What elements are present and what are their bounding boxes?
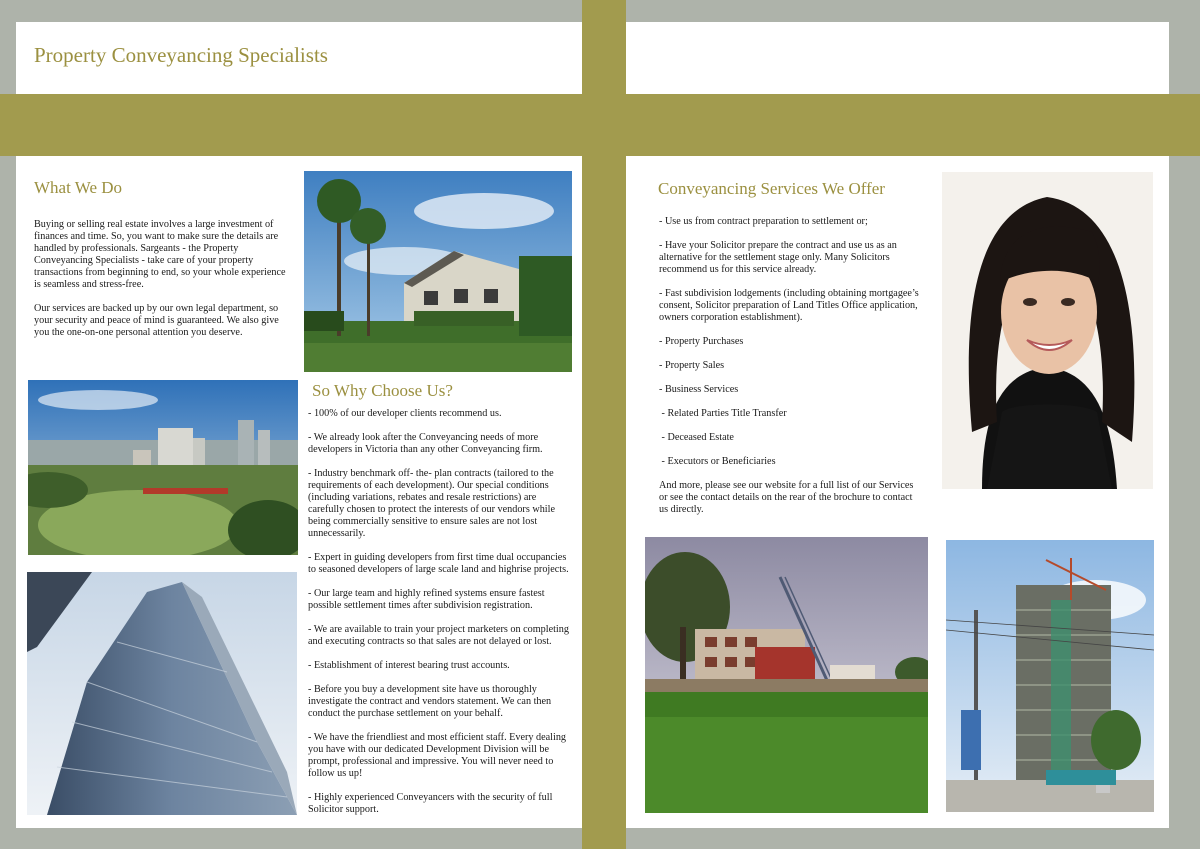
construction-site-photo	[645, 537, 928, 813]
services-heading: Conveyancing Services We Offer	[658, 179, 885, 198]
list-item: - Before you buy a development site have us thoroughly investigate the contract and vendors statement. We can then conduct the purchase settlement on your behalf.	[308, 684, 552, 719]
services-list	[659, 216, 923, 528]
list-item: - Expert in guiding developers from first time dual occupancies to seasoned developers of large scale land and highrise projects.	[308, 552, 569, 575]
list-item: - Industry benchmark off- the- plan contracts (tailored to the requirements of each development). Our special conditions (including variations, rebates and resale restrictions) are carefully chosen to protect the interests of our vendors while being commercially sensitive to ensure sales are not lost unnecessarily.	[308, 468, 555, 539]
list-item: - Use us from contract preparation to settlement or;	[659, 216, 868, 227]
vertical-accent-band	[582, 0, 626, 849]
list-item: - We are available to train your project marketers on completing and executing contracts so that sales are not delayed or lost.	[308, 624, 569, 647]
list-item: And more, please see our website for a full list of our Services or see the contact details on the rear of the brochure to contact us directly.	[659, 480, 914, 515]
highrise-construction-photo	[946, 540, 1154, 812]
what-we-do-text	[34, 219, 290, 351]
staff-portrait-photo	[942, 172, 1153, 489]
what-we-do-paragraph: Our services are backed up by our own legal department, so your security and peace of mind is guaranteed. We also give you the one-on-one personal attention you deserve.	[34, 303, 279, 338]
list-item: - Property Purchases	[659, 336, 744, 347]
list-item: - Property Sales	[659, 360, 725, 371]
what-we-do-heading: What We Do	[34, 178, 123, 197]
list-item: - Business Services	[659, 384, 739, 395]
list-item: - Deceased Estate	[659, 432, 734, 443]
list-item: - Executors or Beneficiaries	[659, 456, 776, 467]
glass-tower-photo	[27, 572, 297, 815]
list-item: - 100% of our developer clients recommend us.	[308, 408, 502, 419]
list-item: - Have your Solicitor prepare the contract and use us as an alternative for the settlement stage only. Many Solicitors recommend us for this service already.	[659, 240, 897, 275]
list-item: - Our large team and highly refined systems ensure fastest possible settlement times after subdivision registration.	[308, 588, 545, 611]
brochure-title: Property Conveyancing Specialists	[34, 43, 328, 67]
right-header-panel	[626, 22, 1169, 94]
list-item: - We already look after the Conveyancing needs of more developers in Victoria than any other Conveyancing firm.	[308, 432, 543, 455]
why-choose-us-list	[308, 408, 572, 828]
list-item: - Related Parties Title Transfer	[659, 408, 787, 419]
list-item: - Establishment of interest bearing trust accounts.	[308, 660, 510, 671]
list-item: - Highly experienced Conveyancers with the security of full Solicitor support.	[308, 792, 553, 815]
city-skyline-photo	[28, 380, 298, 555]
list-item: - We have the friendliest and most efficient staff. Every dealing you have with our dedicated Development Division will be prompt, professional and impressive. You will never need to follow us up!	[308, 732, 567, 779]
what-we-do-paragraph: Buying or selling real estate involves a large investment of finances and time. So, you want to make sure the details are handled by professionals. Sargeants - the Property Conveyancing Specialists - take care of your property transactions from beginning to end, so your whole experience is seamless and stress-free.	[34, 219, 286, 290]
why-choose-us-heading: So Why Choose Us?	[312, 381, 453, 400]
house-palm-trees-photo	[304, 171, 572, 372]
list-item: - Fast subdivision lodgements (including obtaining mortgagee’s consent, Solicitor preparation of Land Titles Office application, owners corporation establishment).	[659, 288, 919, 323]
